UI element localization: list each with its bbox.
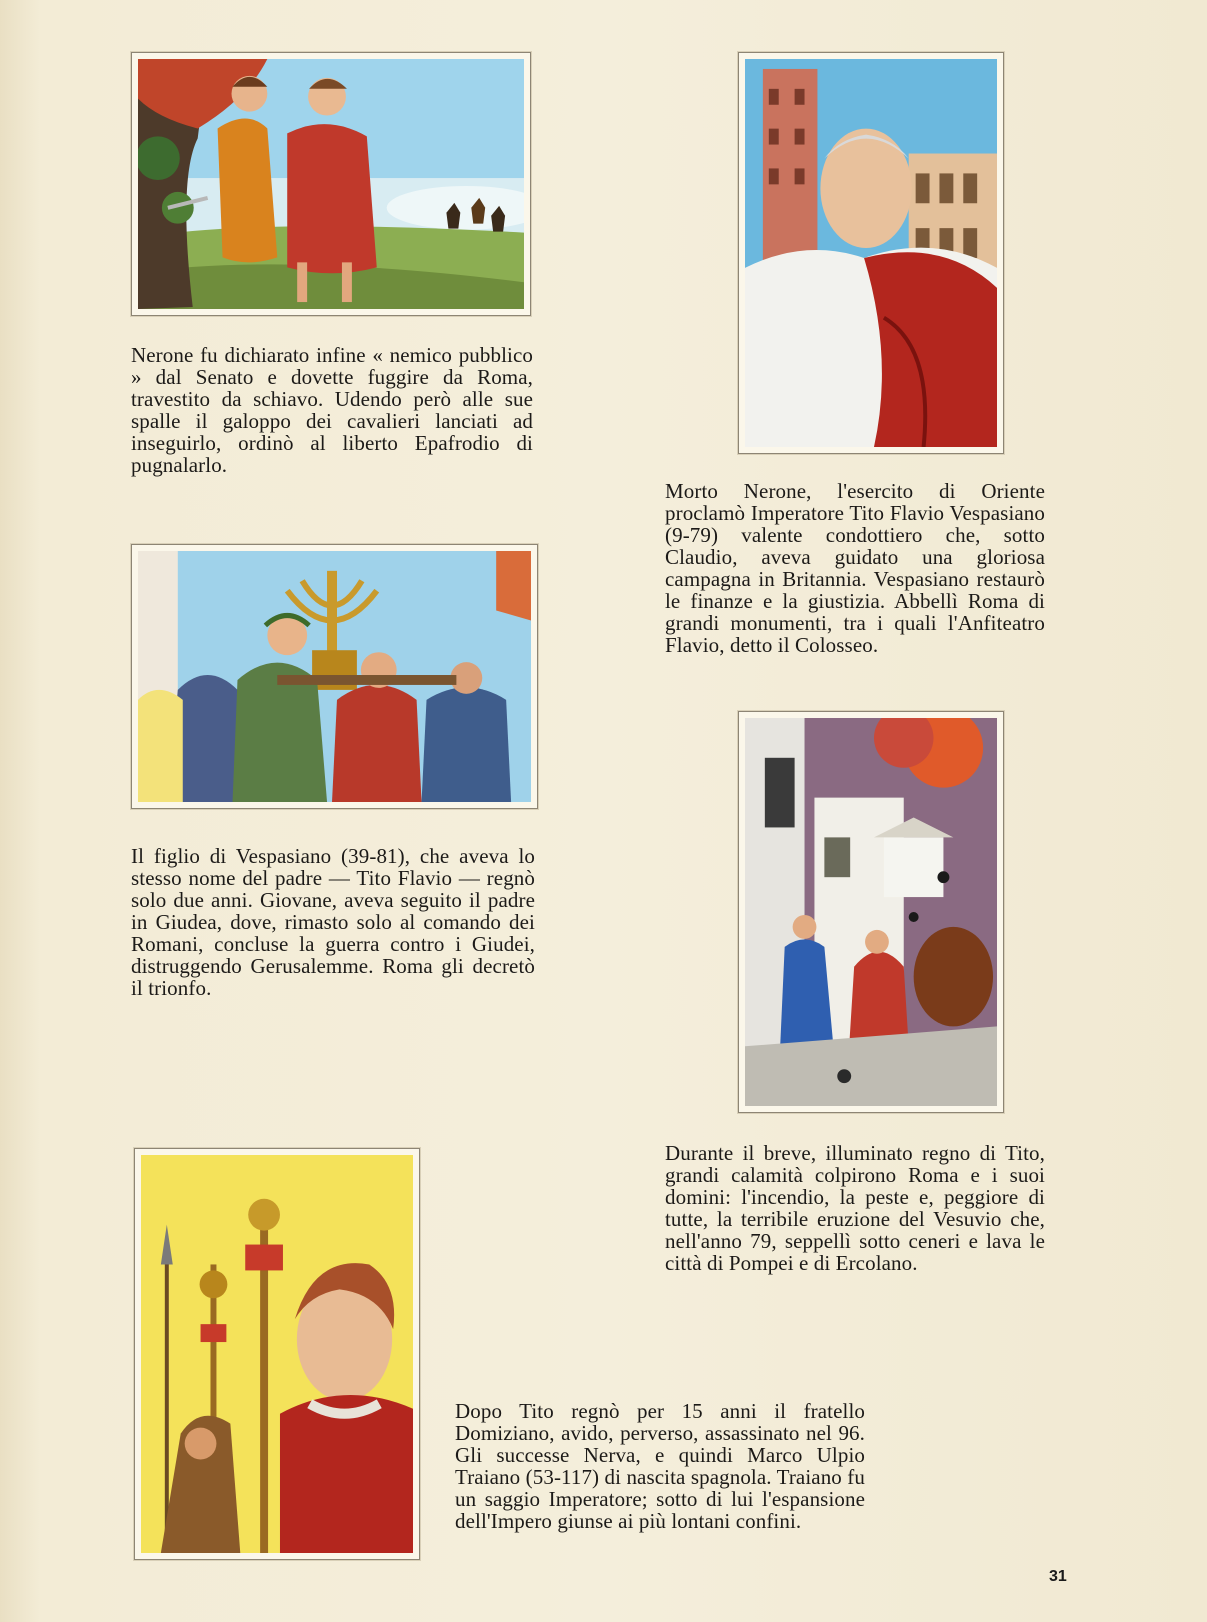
illustration-titus-triumph bbox=[131, 544, 538, 809]
titus-triumph-image bbox=[138, 551, 531, 802]
caption-vespasian: Morto Nerone, l'esercito di Oriente proclamò Imperatore Tito Flavio Vespasiano (9-79) valente condottiero che, sotto Claudio, aveva guidato una gloriosa campagna in Britannia. Vespasiano restaurò le finanze e la giustizia. Abbellì Roma di grandi monumenti, tra i quali l'Anfiteatro Flavio, detto il Colosseo. bbox=[665, 479, 1045, 657]
illustration-trajan bbox=[134, 1148, 420, 1560]
nero-flight-image bbox=[138, 59, 524, 309]
caption-calamities: Durante il breve, illuminato regno di Tito, grandi calamità colpirono Roma e i suoi domini: l'incendio, la peste e, peggiore di tutte, la terribile eruzione del Vesuvio che, nell'anno 79, seppellì sotto ceneri e lava le città di Pompei e di Ercolano. bbox=[665, 1141, 1045, 1275]
caption-trajan: Dopo Tito regnò per 15 anni il fratello Domiziano, avido, perverso, assassinato nel 96. Gli successe Nerva, e quindi Marco Ulpio Traiano (53-117) di nascita spagnola. Traiano fu un saggio Imperatore; sotto di lui l'espansione dell'Impero giunse ai più lontani confini. bbox=[455, 1399, 865, 1533]
vespasian-image bbox=[745, 59, 997, 447]
page-number: 31 bbox=[1049, 1568, 1067, 1585]
caption-titus: Il figlio di Vespasiano (39-81), che aveva lo stesso nome del padre — Tito Flavio — regnò solo due anni. Giovane, aveva seguito il padre in Giudea, dove, rimasto solo al comando dei Romani, concluse la guerra contro i Giudei, distruggendo Gerusalemme. Roma gli decretò il trionfo. bbox=[131, 844, 535, 1000]
trajan-image bbox=[141, 1155, 413, 1553]
caption-nero-declared-enemy: Nerone fu dichiarato infine « nemico pubblico » dal Senato e dovette fuggire da Roma, travestito da schiavo. Udendo però alle sue spalle il galoppo dei cavalieri lanciati ad inseguirlo, ordinò al liberto Epafrodio di pugnalarlo. bbox=[131, 343, 533, 477]
eruption-image bbox=[745, 718, 997, 1106]
illustration-vesuvius-eruption bbox=[738, 711, 1004, 1113]
illustration-vespasian bbox=[738, 52, 1004, 454]
illustration-nero-flight bbox=[131, 52, 531, 316]
